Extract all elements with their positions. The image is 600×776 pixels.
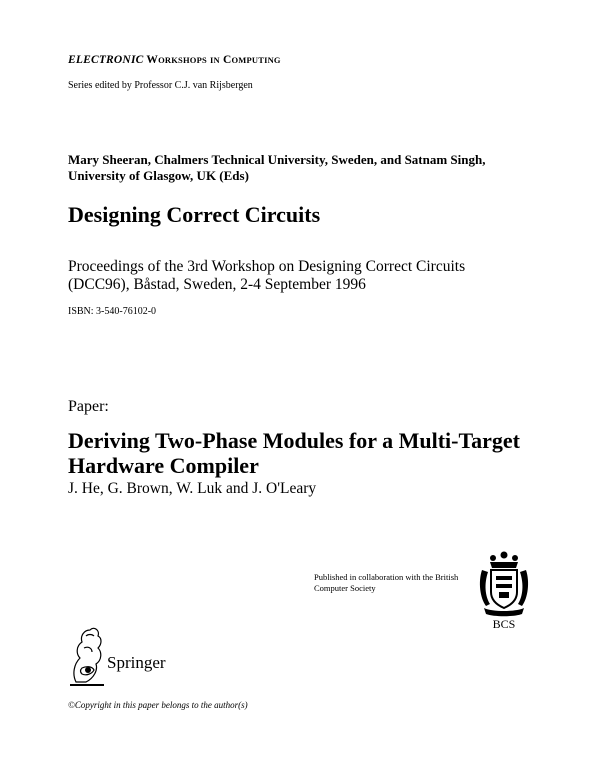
book-editors: Mary Sheeran, Chalmers Technical University, Sweden, and Satnam Singh, University of Glasgow, UK (Eds) bbox=[68, 152, 486, 183]
proceedings-description: Proceedings of the 3rd Workshop on Designing Correct Circuits (DCC96), Båstad, Sweden, 2-4 September 1996 bbox=[68, 258, 466, 293]
publisher-collaboration-note: Published in collaboration with the British Computer Society bbox=[314, 572, 459, 593]
series-title-w: W bbox=[146, 54, 159, 66]
paper-authors: J. He, G. Brown, W. Luk and J. O'Leary bbox=[68, 480, 317, 497]
paper-label: Paper: bbox=[68, 398, 109, 415]
series-title-orkshops: ORKSHOPS bbox=[158, 55, 207, 65]
series-title bbox=[68, 54, 281, 66]
paper-title: Deriving Two-Phase Modules for a Multi-Target Hardware Compiler bbox=[68, 428, 520, 478]
series-title-omputing: OMPUTING bbox=[231, 55, 281, 65]
springer-wordmark: Springer bbox=[107, 653, 166, 672]
series-title-in: IN bbox=[210, 55, 220, 65]
series-title-electronic: ELECTRONIC bbox=[68, 54, 144, 66]
copyright-notice: ©Copyright in this paper belongs to the author(s) bbox=[68, 700, 248, 710]
series-editor: Series edited by Professor C.J. van Rijsbergen bbox=[68, 80, 253, 91]
series-title-c: C bbox=[222, 54, 232, 66]
book-title: Designing Correct Circuits bbox=[68, 202, 321, 227]
isbn: ISBN: 3-540-76102-0 bbox=[68, 306, 157, 317]
bcs-text: BCS bbox=[492, 617, 516, 631]
bcs-crest-icon bbox=[476, 548, 532, 632]
